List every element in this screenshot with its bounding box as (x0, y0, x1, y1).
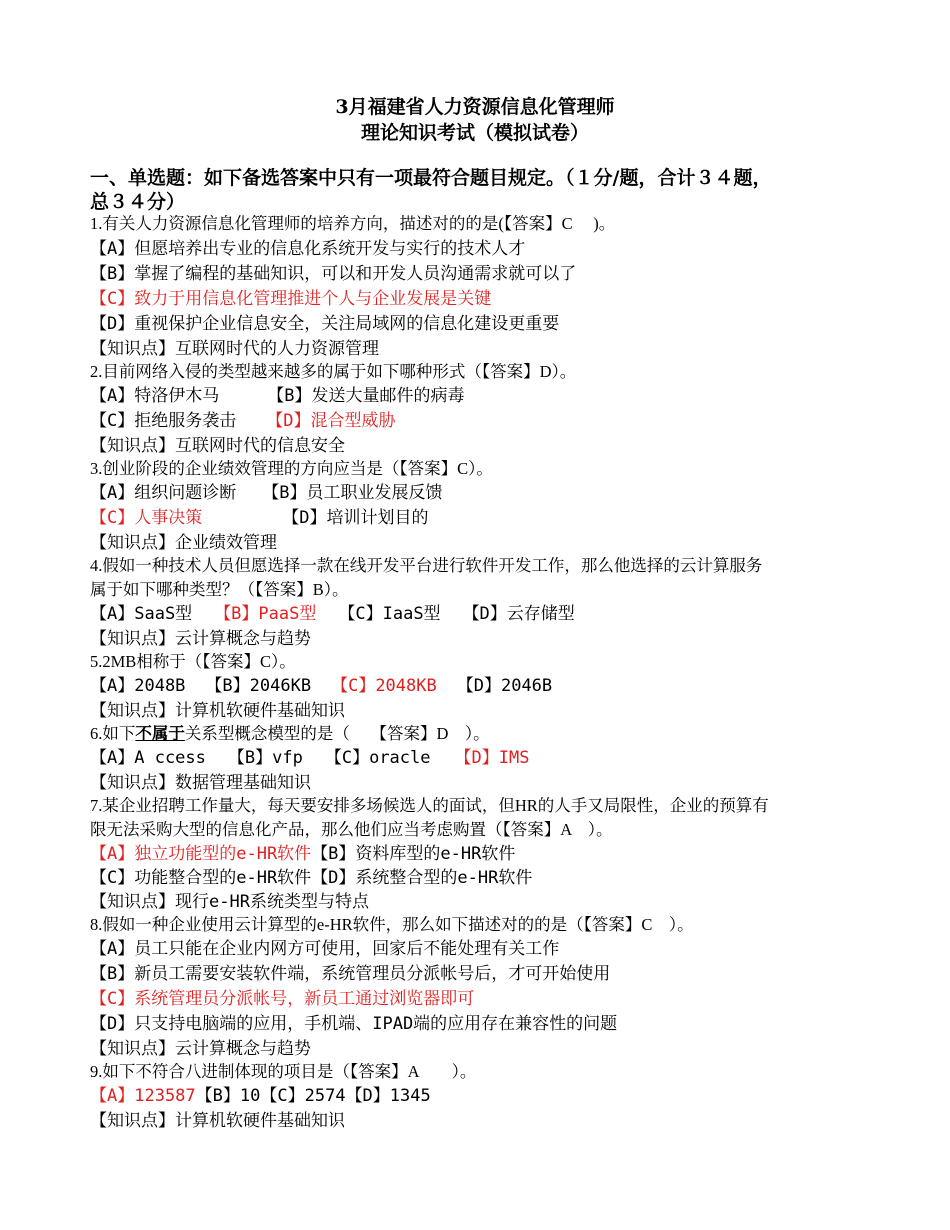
question-5-knowledge-point: 【知识点】计算机软硬件基础知识 (90, 701, 345, 721)
question-9-options (90, 1084, 431, 1108)
question-3-stem: 3.创业阶段的企业绩效管理的方向应当是（【答案】C）。 (90, 459, 493, 478)
question-7-option-c: 【C】功能整合型的e-HR软件 (90, 868, 312, 888)
question-7-option-a-correct: 【A】独立功能型的e-HR软件 (90, 844, 312, 864)
question-2-stem: 2.目前网络入侵的类型越来越多的属于如下哪种形式（【答案】D）。 (90, 362, 577, 381)
question-8-option-d: 【D】只支持电脑端的应用，手机端、IPAD端的应用存在兼容性的问题 (90, 1014, 618, 1034)
question-3-knowledge-point: 【知识点】企业绩效管理 (90, 533, 277, 553)
question-6-options (90, 746, 529, 770)
question-7-options-row2 (90, 866, 532, 890)
question-2-option-c: 【C】拒绝服务袭击 (90, 411, 237, 431)
question-4-knowledge-point: 【知识点】云计算概念与趋势 (90, 629, 311, 649)
question-3-option-a: 【A】组织问题诊断 (90, 483, 237, 503)
document-subtitle: 理论知识考试（模拟试卷） (360, 122, 589, 144)
section-heading-line1: 一、单选题：如下备选答案中只有一项最符合题目规定。（１分/题，合计３４题， (90, 167, 772, 189)
question-4-option-b-correct: 【B】PaaS型 (214, 604, 317, 624)
question-9-option-b: 【B】10 (195, 1086, 261, 1106)
question-8-option-a: 【A】员工只能在企业内网方可使用，回家后不能处理有关工作 (90, 939, 560, 959)
question-4-stem-line1: 4.假如一种技术人员但愿选择一款在线开发平台进行软件开发工作，那么他选择的云计算服务 (90, 556, 763, 575)
question-5-option-d: 【D】2046B (456, 676, 553, 696)
question-1-option-b: 【B】掌握了编程的基础知识，可以和开发人员沟通需求就可以了 (90, 264, 577, 284)
question-8-knowledge-point: 【知识点】云计算概念与趋势 (90, 1039, 311, 1059)
question-4-stem-line2: 属于如下哪种类型？（【答案】B）。 (90, 580, 349, 599)
question-8-option-b: 【B】新员工需要安装软件端，系统管理员分派帐号后，才可开始使用 (90, 964, 611, 984)
question-2-option-a: 【A】特洛伊木马 (90, 386, 220, 406)
question-4-options (90, 602, 575, 626)
question-7-stem-line2: 限无法采购大型的信息化产品，那么他们应当考虑购置（【答案】A ）。 (90, 820, 613, 839)
question-6-stem: 6.如下不属于关系型概念模型的是（ 【答案】D ）。 (90, 724, 490, 743)
question-8-option-c-correct: 【C】系统管理员分派帐号，新员工通过浏览器即可 (90, 989, 475, 1009)
question-3-options-row1 (90, 481, 443, 505)
question-8-stem: 8.假如一种企业使用云计算型的e-HR软件，那么如下描述对的的是（【答案】C ）。 (90, 915, 694, 934)
question-6-option-c: 【C】oracle (324, 748, 431, 768)
question-4-option-a: 【A】SaaS型 (90, 604, 193, 624)
document-title: 3月福建省人力资源信息化管理师 (335, 96, 615, 118)
question-6-option-d-correct: 【D】IMS (454, 748, 530, 768)
question-9-option-a-correct: 【A】123587 (90, 1086, 196, 1106)
question-5-option-c-correct: 【C】2048KB (331, 676, 437, 696)
question-9-knowledge-point: 【知识点】计算机软硬件基础知识 (90, 1111, 345, 1131)
question-7-stem-line1: 7.某企业招聘工作量大，每天要安排多场候选人的面试，但HR的人手又局限性，企业的预算有 (90, 796, 769, 815)
question-9-option-d: 【D】1345 (345, 1086, 431, 1106)
question-2-option-b: 【B】发送大量邮件的病毒 (267, 386, 465, 406)
question-2-options-row1 (90, 384, 464, 408)
question-1-option-d: 【D】重视保护企业信息安全，关注局域网的信息化建设更重要 (90, 314, 560, 334)
section-heading (90, 166, 910, 214)
question-3-option-c-correct: 【C】人事决策 (90, 508, 203, 528)
question-4-option-c: 【C】IaaS型 (338, 604, 441, 624)
question-7-options-row1 (90, 842, 515, 866)
question-6-knowledge-point: 【知识点】数据管理基础知识 (90, 773, 311, 793)
question-7-option-b: 【B】资料库型的e-HR软件 (311, 844, 516, 864)
question-2-option-d-correct: 【D】混合型威胁 (266, 411, 396, 431)
question-1-option-c-correct: 【C】致力于用信息化管理推进个人与企业发展是关键 (90, 289, 492, 309)
question-3-options-row2 (90, 506, 429, 530)
question-4-option-d: 【D】云存储型 (462, 604, 575, 624)
question-2-options-row2 (90, 409, 396, 433)
question-1-knowledge-point: 【知识点】互联网时代的人力资源管理 (90, 339, 379, 359)
section-heading-line2: 总３４分） (90, 191, 186, 213)
question-6-option-a: 【A】A ccess (90, 748, 206, 768)
question-9-stem: 9.如下不符合八进制体现的项目是（【答案】A ）。 (90, 1062, 477, 1081)
question-7-knowledge-point: 【知识点】现行e-HR系统类型与特点 (90, 892, 369, 912)
question-3-option-b: 【B】员工职业发展反馈 (262, 483, 443, 503)
question-9-option-c: 【C】2574 (260, 1086, 346, 1106)
question-5-option-a: 【A】2048B (90, 676, 186, 696)
question-1-option-a: 【A】但愿培养出专业的信息化系统开发与实行的技术人才 (90, 239, 526, 259)
question-2-knowledge-point: 【知识点】互联网时代的信息安全 (90, 436, 345, 456)
question-6-underlined-keyword: 不属于 (135, 724, 185, 743)
question-1-stem: 1.有关人力资源信息化管理师的培养方向，描述对的的是(【答案】C )。 (90, 214, 616, 233)
question-5-option-b: 【B】2046KB (205, 676, 312, 696)
question-6-option-b: 【B】vfp (227, 748, 303, 768)
question-5-options (90, 674, 552, 698)
question-5-stem: 5.2MB相称于（【答案】C）。 (90, 652, 296, 671)
question-7-option-d: 【D】系统整合型的e-HR软件 (311, 868, 533, 888)
question-3-option-d: 【D】培训计划目的 (282, 508, 429, 528)
